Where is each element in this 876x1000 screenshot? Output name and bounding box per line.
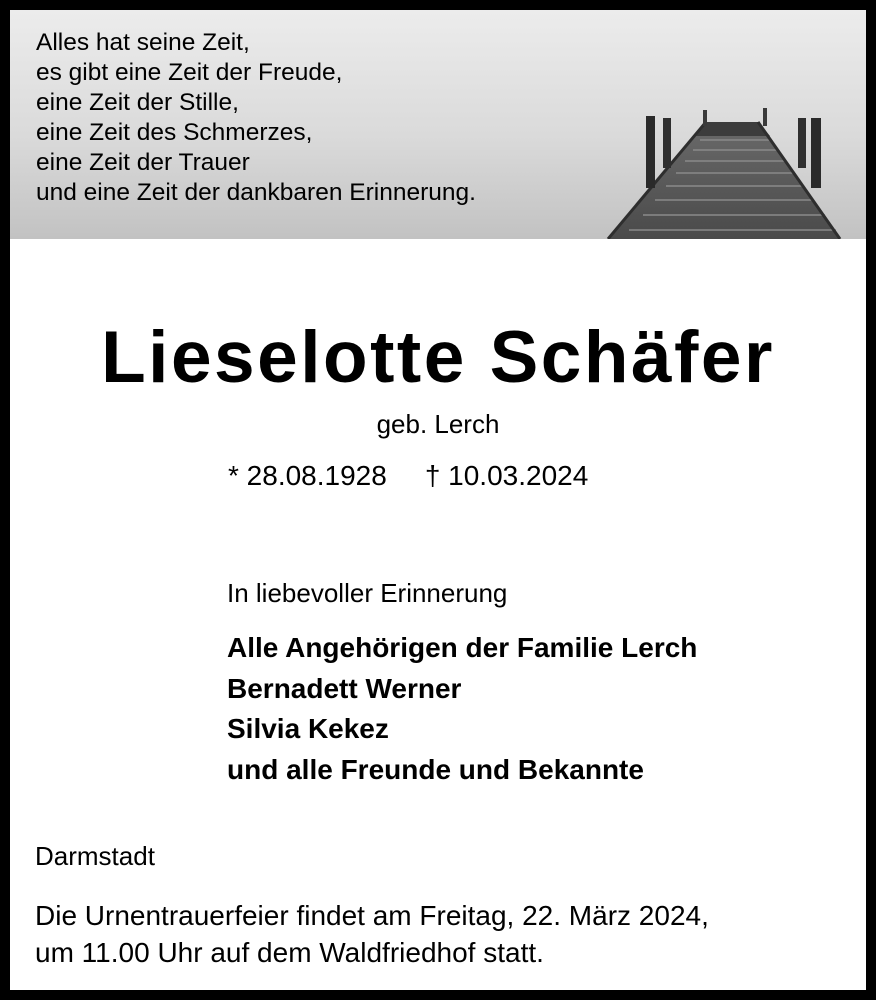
birth-date: * 28.08.1928 (228, 460, 387, 491)
mourners-list (227, 628, 697, 790)
death-date: † 10.03.2024 (424, 460, 589, 491)
ceremony-line: Die Urnentrauerfeier findet am Freitag, 22. März 2024, (35, 900, 709, 931)
quote-line: eine Zeit der Stille, (36, 89, 239, 116)
deceased-name: Lieselotte Schäfer (101, 317, 775, 398)
quote-banner (10, 10, 866, 239)
quote-line: eine Zeit der Trauer (36, 149, 250, 176)
maiden-name: geb. Lerch (376, 409, 500, 439)
ceremony-notice (35, 897, 709, 971)
quote-line: und eine Zeit der dankbaren Erinnerung. (36, 179, 476, 206)
mourner-name: Alle Angehörigen der Familie Lerch (227, 632, 698, 663)
ceremony-line: um 11.00 Uhr auf dem Waldfriedhof statt. (35, 937, 544, 968)
mourner-name: und alle Freunde und Bekannte (227, 753, 644, 785)
mourner-name: Bernadett Werner (227, 672, 462, 704)
quote-line: eine Zeit des Schmerzes, (36, 119, 313, 146)
quote-text (36, 28, 476, 208)
memory-intro: In liebevoller Erinnerung (227, 578, 508, 608)
quote-line: es gibt eine Zeit der Freude, (36, 59, 343, 86)
mourner-name: Silvia Kekez (227, 713, 389, 744)
life-dates (228, 459, 588, 493)
quote-line: Alles hat seine Zeit, (36, 29, 250, 56)
location: Darmstadt (35, 841, 155, 871)
